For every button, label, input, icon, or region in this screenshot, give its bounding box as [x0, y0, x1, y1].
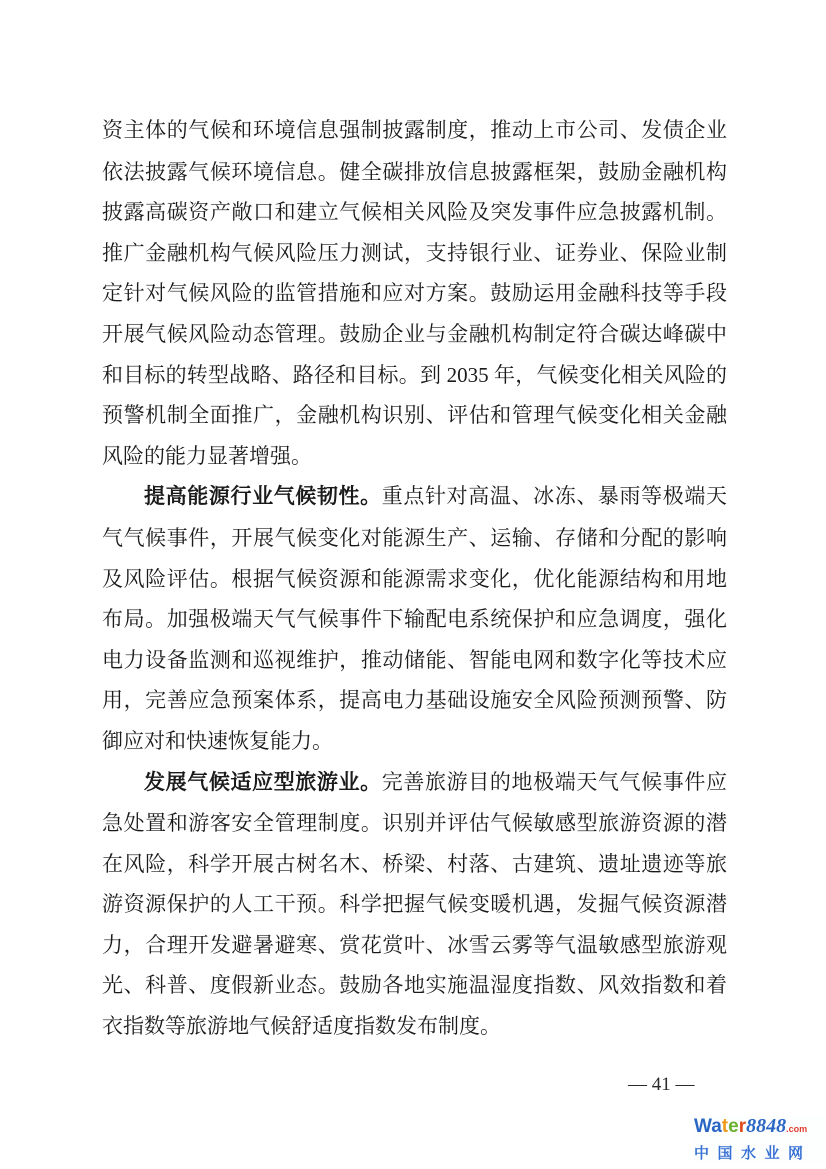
document-body: [102, 110, 727, 1047]
paragraph-text: 资主体的气候和环境信息强制披露制度，推动上市公司、发债企业依法披露气候环境信息。健全碳排放信息披露框架，鼓励金融机构披露高碳资产敞口和建立气候相关风险及突发事件应急披露机制。推广金融机构气候风险压力测试，支持银行业、证券业、保险业制定针对气候风险的监管措施和应对方案。鼓励运用金融科技等手段开展气候风险动态管理。鼓励企业与金融机构制定符合碳达峰碳中和目标的转型战略、路径和目标。到 2035 年，气候变化相关风险的预警机制全面推广，金融机构识别、评估和管理气候变化相关金融风险的能力显著增强。: [102, 118, 727, 468]
wordmark-segment: 8848: [746, 1115, 787, 1137]
water8848-tagline: 中国水业网: [694, 1145, 812, 1162]
wordmark-domain-suffix: .com: [786, 1124, 808, 1134]
paragraph-text: 完善旅游目的地极端天气气候事件应急处置和游客安全管理制度。识别并评估气候敏感型旅游资源的潜在风险，科学开展古树名木、桥梁、村落、古建筑、遗址遗迹等旅游资源保护的人工干预。科学把握气候变暖机遇，发掘气候资源潜力，合理开发避暑避寒、赏花赏叶、冰雪云雾等气温敏感型旅游观光、科普、度假新业态。鼓励各地实施温湿度指数、风效指数和着衣指数等旅游地气候舒适度指数发布制度。: [102, 769, 728, 1039]
water8848-logo: [694, 1116, 824, 1163]
page-number: — 41 —: [628, 1074, 695, 1095]
wordmark-segment: r: [738, 1116, 747, 1137]
water8848-wordmark: [694, 1116, 824, 1140]
paragraph: [102, 110, 727, 476]
paragraph-text: 重点针对高温、冰冻、暴雨等极端天气气候事件，开展气候变化对能源生产、运输、存储和分配的影响及风险评估。根据气候资源和能源需求变化，优化能源结构和用地布局。加强极端天气气候事件下输配电系统保护和应急调度，强化电力设备监测和巡视维护，推动储能、智能电网和数字化等技术应用，完善应急预案体系，提高电力基础设施安全风险预测预警、防御应对和快速恢复能力。: [102, 484, 728, 753]
paragraph: [102, 762, 727, 1047]
paragraph-lead: 发展气候适应型旅游业。: [144, 770, 382, 794]
paragraph-lead: 提高能源行业气候韧性。: [144, 485, 382, 509]
wordmark-segment: e: [728, 1116, 739, 1137]
wordmark-segment: Wa: [694, 1116, 722, 1137]
wordmark-segment: t: [721, 1116, 729, 1137]
paragraph: [102, 476, 727, 761]
